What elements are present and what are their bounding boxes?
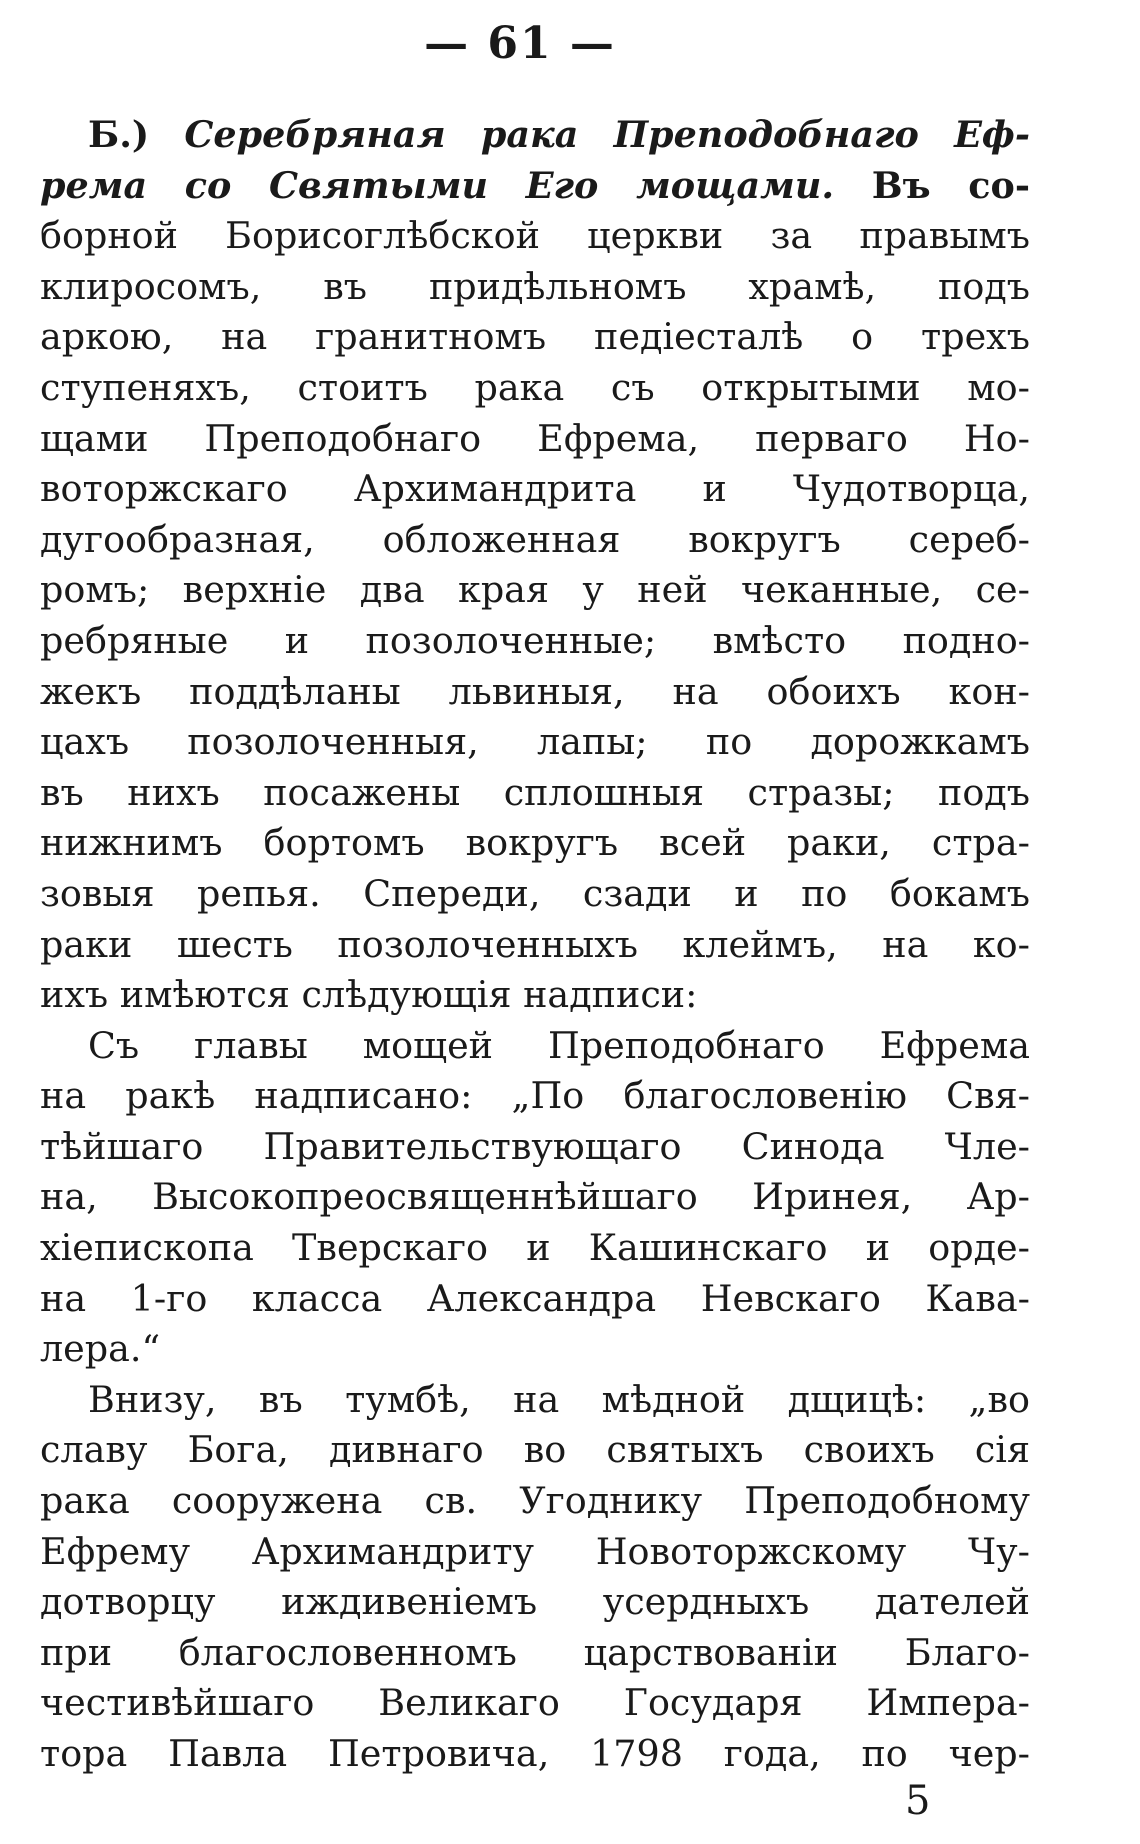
section-letter: Б.) [88,113,185,156]
text-line: тора Павла Петровича, 1798 года, по чер- [40,1732,1030,1775]
text-line: зовыя репья. Спереди, сзади и по бокамъ [40,871,1030,915]
text-line: щами Преподобнаго Ефрема, перваго Но- [40,416,1030,460]
text-line: при благословенномъ царствованіи Благо- [40,1630,1030,1674]
text-line: дотворцу иждивеніемъ усердныхъ дателей [40,1580,1030,1624]
text-line: аркою, на гранитномъ педіесталѣ о трехъ [40,315,1030,359]
text-line: нижнимъ бортомъ вокругъ всей раки, стра- [40,821,1030,865]
text-line: хіепископа Тверскаго и Кашинскаго и орде- [40,1226,1030,1270]
text-line: въ нихъ посажены сплошныя стразы; подъ [40,770,1030,814]
text-line: на 1-го класса Александра Невскаго Кава- [40,1276,1030,1320]
text-line: на, Высокопреосвященнѣйшаго Иринея, Ар- [40,1175,1030,1219]
text-line: тѣйшаго Правительствующаго Синода Чле- [40,1124,1030,1168]
text-line: ихъ имѣются слѣдующія надписи: [40,973,698,1017]
text-line: дугообразная, обложенная вокругъ сереб- [40,517,1030,561]
body-text [40,110,1030,1780]
text-line: рака сооружена св. Угоднику Преподобному [40,1479,1030,1523]
text-line: ребряные и позолоченные; вмѣсто подно- [40,618,1030,662]
signature-mark: 5 [905,1778,931,1824]
text-line: Ефрему Архимандриту Новоторжскому Чу- [40,1529,1030,1573]
text-line: лера.“ [40,1327,161,1371]
text-line: клиросомъ, въ придѣльномъ храмѣ, подъ [40,264,1030,308]
text-line [40,110,1030,161]
text-line [40,161,1030,212]
text-line: славу Бога, дивнаго во святыхъ своихъ сія [40,1428,1030,1472]
text-line: борной Борисоглѣбской церкви за правымъ [40,214,1030,258]
text-line: честивѣйшаго Великаго Государя Импера- [40,1681,1030,1725]
section-heading: рема со Святыми Его мощами. [40,163,835,207]
text-line: жекъ поддѣланы львиныя, на обоихъ кон- [40,669,1030,713]
page-number: — 61 — [424,18,616,69]
text-line: Внизу, въ тумбѣ, на мѣдной дщицѣ: „во [88,1377,1030,1421]
text-line: раки шесть позолоченныхъ клеймъ, на ко- [40,922,1030,966]
text-line: ромъ; верхніе два края у ней чеканные, се- [40,568,1030,612]
text-line: на ракѣ надписано: „По благословенію Свя- [40,1074,1030,1118]
section-heading: Серебряная рака Преподобнаго Еф- [184,113,1030,156]
text-line: цахъ позолоченныя, лапы; по дорожкамъ [40,720,1030,764]
text-line: ступеняхъ, стоитъ рака съ открытыми мо- [40,365,1030,409]
text-line: воторжскаго Архимандрита и Чудотворца, [40,467,1030,511]
text-line: Съ главы мощей Преподобнаго Ефрема [88,1023,1030,1067]
text-run: Въ со- [834,163,1030,207]
